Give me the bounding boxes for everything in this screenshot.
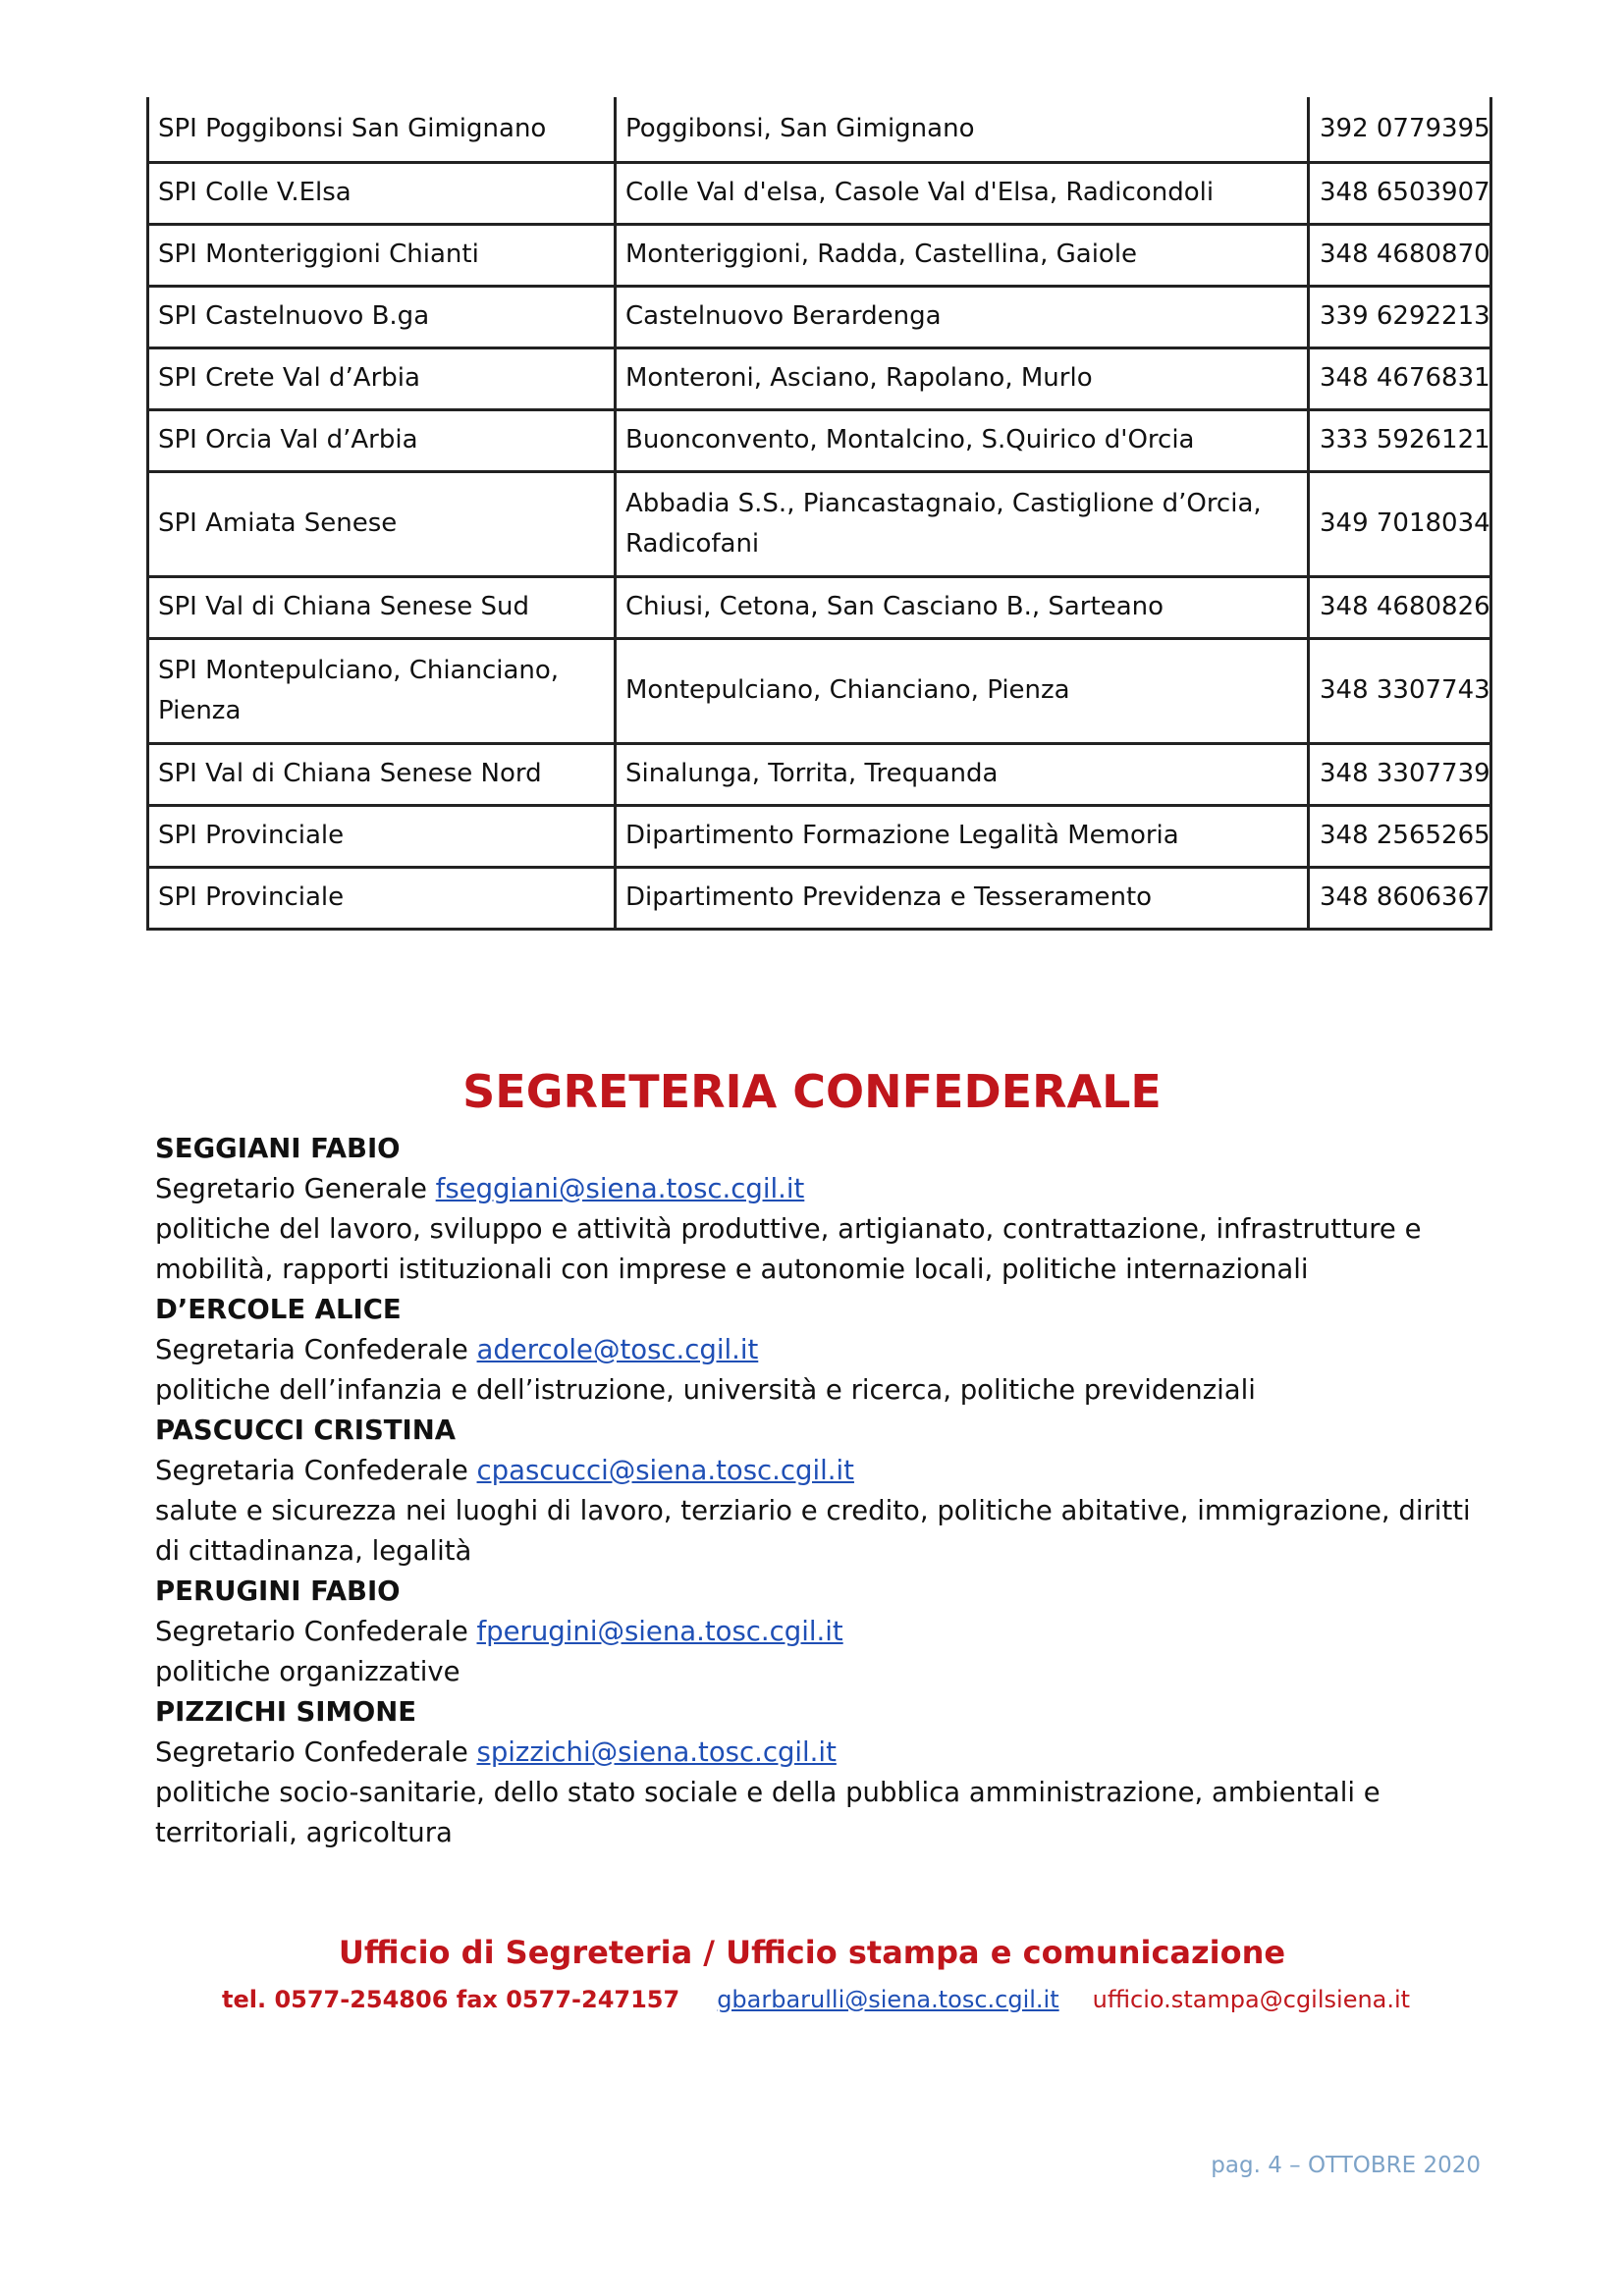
office-cell: SPI Colle V.Elsa bbox=[148, 162, 616, 224]
area-cell: Montepulciano, Chianciano, Pienza bbox=[616, 638, 1309, 743]
office-cell: SPI Val di Chiana Senese Sud bbox=[148, 576, 616, 638]
member-name: PERUGINI FABIO bbox=[155, 1575, 401, 1607]
member-email-link[interactable]: cpascucci@siena.tosc.cgil.it bbox=[476, 1455, 854, 1486]
member-role: Segretario Confederale bbox=[155, 1736, 468, 1768]
area-cell: Sinalunga, Torrita, Trequanda bbox=[616, 743, 1309, 805]
secretariat-title: SEGRETERIA CONFEDERALE bbox=[462, 1065, 1162, 1118]
phone-cell: 348 4680870 bbox=[1309, 224, 1491, 286]
member-duties: politiche socio-sanitarie, dello stato sociale e della pubblica amministrazione, ambientali e territoriali, agricoltura bbox=[155, 1777, 1380, 1848]
table-row bbox=[148, 224, 1491, 286]
member-name: SEGGIANI FABIO bbox=[155, 1133, 401, 1164]
member-block bbox=[155, 1129, 1500, 1290]
area-cell: Monteriggioni, Radda, Castellina, Gaiole bbox=[616, 224, 1309, 286]
member-role: Segretario Confederale bbox=[155, 1616, 468, 1647]
area-cell: Colle Val d'elsa, Casole Val d'Elsa, Radicondoli bbox=[616, 162, 1309, 224]
phone-cell: 348 2565265 bbox=[1309, 805, 1491, 867]
office-cell: SPI Amiata Senese bbox=[148, 471, 616, 576]
table-row bbox=[148, 347, 1491, 409]
office-cell: SPI Monteriggioni Chianti bbox=[148, 224, 616, 286]
area-cell: Dipartimento Previdenza e Tesseramento bbox=[616, 867, 1309, 929]
table-row bbox=[148, 576, 1491, 638]
member-role: Segretario Generale bbox=[155, 1173, 427, 1204]
phone-cell: 348 8606367 bbox=[1309, 867, 1491, 929]
phone-cell: 348 4676831 bbox=[1309, 347, 1491, 409]
area-cell: Chiusi, Cetona, San Casciano B., Sarteano bbox=[616, 576, 1309, 638]
table-row bbox=[148, 867, 1491, 929]
member-block bbox=[155, 1290, 1500, 1411]
member-name: D’ERCOLE ALICE bbox=[155, 1294, 402, 1325]
member-role-line bbox=[155, 1169, 1500, 1209]
office-contacts bbox=[222, 1986, 1498, 2013]
table-row bbox=[148, 471, 1491, 576]
phone-cell: 348 4680826 bbox=[1309, 576, 1491, 638]
member-email-link[interactable]: spizzichi@siena.tosc.cgil.it bbox=[476, 1736, 837, 1768]
member-block bbox=[155, 1572, 1500, 1692]
area-cell: Abbadia S.S., Piancastagnaio, Castiglione d’Orcia, Radicofani bbox=[616, 471, 1309, 576]
office-cell: SPI Orcia Val d’Arbia bbox=[148, 409, 616, 471]
table-row bbox=[148, 638, 1491, 743]
table-row bbox=[148, 743, 1491, 805]
phone-cell: 339 6292213 bbox=[1309, 286, 1491, 347]
office-email-link[interactable]: gbarbarulli@siena.tosc.cgil.it bbox=[717, 1986, 1059, 2013]
area-cell: Castelnuovo Berardenga bbox=[616, 286, 1309, 347]
member-role: Segretaria Confederale bbox=[155, 1334, 468, 1365]
office-cell: SPI Provinciale bbox=[148, 805, 616, 867]
member-block bbox=[155, 1411, 1500, 1572]
area-cell: Monteroni, Asciano, Rapolano, Murlo bbox=[616, 347, 1309, 409]
phone-cell: 348 6503907 bbox=[1309, 162, 1491, 224]
table-row bbox=[148, 409, 1491, 471]
member-duties: politiche del lavoro, sviluppo e attività produttive, artigianato, contrattazione, infrastrutture e mobilità, rapporti istituzionali con imprese e autonomie locali, politiche internazionali bbox=[155, 1213, 1422, 1285]
table-row bbox=[148, 805, 1491, 867]
area-cell: Buonconvento, Montalcino, S.Quirico d'Orcia bbox=[616, 409, 1309, 471]
member-name: PIZZICHI SIMONE bbox=[155, 1696, 417, 1728]
phone-cell: 392 0779395 bbox=[1309, 97, 1491, 162]
phone-cell: 348 3307739 bbox=[1309, 743, 1491, 805]
member-email-link[interactable]: fseggiani@siena.tosc.cgil.it bbox=[435, 1173, 805, 1204]
member-block bbox=[155, 1692, 1500, 1853]
spi-contact-table bbox=[146, 97, 1492, 931]
secretariat-list bbox=[155, 1129, 1500, 1853]
phone-cell: 333 5926121 bbox=[1309, 409, 1491, 471]
office-cell: SPI Val di Chiana Senese Nord bbox=[148, 743, 616, 805]
phone-cell: 349 7018034 bbox=[1309, 471, 1491, 576]
page-number: pag. 4 – OTTOBRE 2020 bbox=[1211, 2153, 1481, 2178]
member-name: PASCUCCI CRISTINA bbox=[155, 1415, 457, 1446]
office-cell: SPI Montepulciano, Chianciano, Pienza bbox=[148, 638, 616, 743]
press-email[interactable]: ufficio.stampa@cgilsiena.it bbox=[1092, 1986, 1411, 2013]
member-email-link[interactable]: fperugini@siena.tosc.cgil.it bbox=[476, 1616, 843, 1647]
member-role-line bbox=[155, 1612, 1500, 1652]
area-cell: Poggibonsi, San Gimignano bbox=[616, 97, 1309, 162]
area-cell: Dipartimento Formazione Legalità Memoria bbox=[616, 805, 1309, 867]
office-cell: SPI Crete Val d’Arbia bbox=[148, 347, 616, 409]
member-role-line bbox=[155, 1451, 1500, 1491]
member-role-line bbox=[155, 1330, 1500, 1370]
member-role: Segretaria Confederale bbox=[155, 1455, 468, 1486]
member-email-link[interactable]: adercole@tosc.cgil.it bbox=[476, 1334, 759, 1365]
table-row bbox=[148, 286, 1491, 347]
phone-cell: 348 3307743 bbox=[1309, 638, 1491, 743]
member-duties: politiche organizzative bbox=[155, 1656, 460, 1687]
member-duties: politiche dell’infanzia e dell’istruzione, università e ricerca, politiche previdenziali bbox=[155, 1374, 1256, 1406]
table-row bbox=[148, 162, 1491, 224]
office-cell: SPI Provinciale bbox=[148, 867, 616, 929]
office-cell: SPI Poggibonsi San Gimignano bbox=[148, 97, 616, 162]
table-row bbox=[148, 97, 1491, 162]
office-title: Ufficio di Segreteria / Ufficio stampa e comunicazione bbox=[338, 1934, 1286, 1971]
office-phone-fax: tel. 0577-254806 fax 0577-247157 bbox=[222, 1986, 680, 2013]
member-duties: salute e sicurezza nei luoghi di lavoro, terziario e credito, politiche abitative, immigrazione, diritti di cittadinanza, legalità bbox=[155, 1495, 1471, 1567]
member-role-line bbox=[155, 1733, 1500, 1773]
office-cell: SPI Castelnuovo B.ga bbox=[148, 286, 616, 347]
